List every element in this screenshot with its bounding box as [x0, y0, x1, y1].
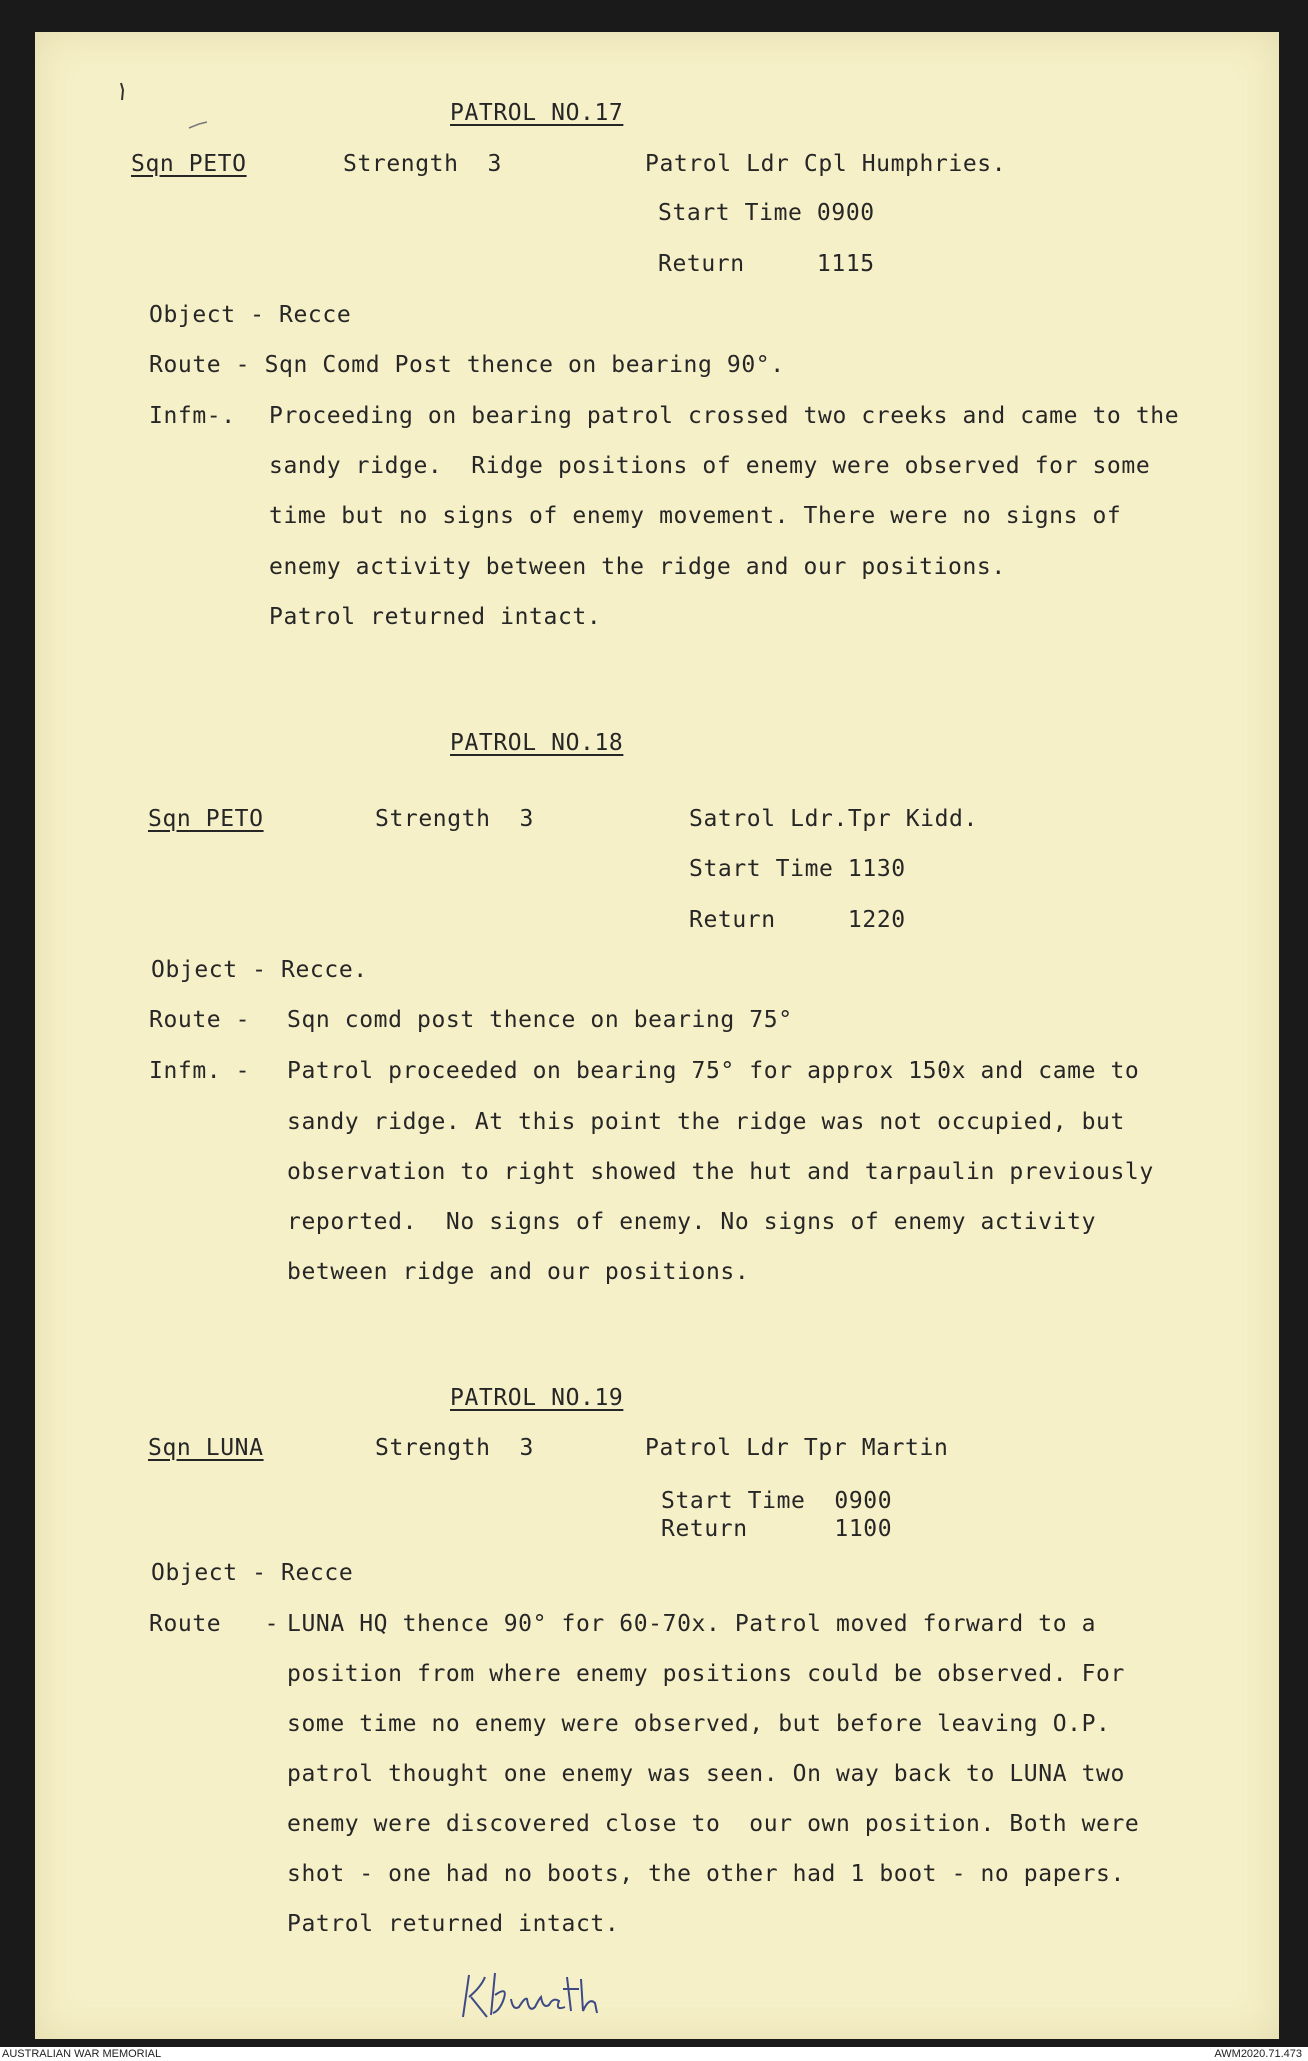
patrol-19-strength: Strength 3 — [375, 1435, 534, 1461]
patrol-19-return-time: Return 1100 — [661, 1516, 893, 1542]
patrol-17-infm-line: Proceeding on bearing patrol crossed two creeks and came to the — [269, 403, 1180, 429]
patrol-18-return-time: Return 1220 — [689, 907, 906, 933]
patrol-17-return-time: Return 1115 — [658, 251, 875, 277]
patrol-19-route-line: some time no enemy were observed, but before leaving O.P. — [287, 1711, 1111, 1737]
patrol-18-infm-line: observation to right showed the hut and tarpaulin previously — [287, 1159, 1154, 1185]
footer-accession-number: AWM2020.71.473 — [1214, 2048, 1302, 2060]
patrol-19-leader: Patrol Ldr Tpr Martin — [645, 1435, 949, 1461]
patrol-17-route: Route - Sqn Comd Post thence on bearing 90°. — [149, 352, 785, 378]
patrol-19-route-line: Patrol returned intact. — [287, 1911, 620, 1937]
patrol-18-infm-line: Patrol proceeded on bearing 75° for approx 150x and came to — [287, 1058, 1140, 1084]
patrol-17-title: PATROL NO.17 — [450, 100, 624, 126]
patrol-18-infm-line: reported. No signs of enemy. No signs of enemy activity — [287, 1209, 1097, 1235]
patrol-19-route-label: Route - — [149, 1611, 280, 1637]
patrol-19-route-line: LUNA HQ thence 90° for 60-70x. Patrol moved forward to a — [287, 1611, 1097, 1637]
patrol-17-infm-label: Infm-. — [149, 403, 236, 429]
patrol-19-squadron: Sqn LUNA — [148, 1435, 264, 1461]
patrol-18-title: PATROL NO.18 — [450, 730, 624, 756]
patrol-17-infm-line: enemy activity between the ridge and our positions. — [269, 554, 1006, 580]
patrol-17-infm-line: Patrol returned intact. — [269, 604, 602, 630]
patrol-17-infm-line: sandy ridge. Ridge positions of enemy were observed for some — [269, 453, 1151, 479]
patrol-18-infm-line: sandy ridge. At this point the ridge was not occupied, but — [287, 1109, 1125, 1135]
patrol-19-title: PATROL NO.19 — [450, 1385, 624, 1411]
patrol-18-route: Sqn comd post thence on bearing 75° — [287, 1007, 793, 1033]
patrol-19-object: Object - Recce — [151, 1560, 354, 1586]
patrol-17-leader: Patrol Ldr Cpl Humphries. — [645, 151, 1007, 177]
patrol-19-route-line: position from where enemy positions could be observed. For — [287, 1661, 1125, 1687]
patrol-18-squadron: Sqn PETO — [148, 806, 264, 832]
patrol-18-leader: Satrol Ldr.Tpr Kidd. — [689, 806, 978, 832]
patrol-18-start-time: Start Time 1130 — [689, 856, 906, 882]
patrol-18-route-label: Route - — [149, 1007, 251, 1033]
patrol-18-infm-line: between ridge and our positions. — [287, 1259, 750, 1285]
pen-mark — [187, 118, 211, 134]
patrol-17-infm-line: time but no signs of enemy movement. There were no signs of — [269, 503, 1122, 529]
footer-source: AUSTRALIAN WAR MEMORIAL — [2, 2048, 162, 2060]
patrol-19-route-line: patrol thought one enemy was seen. On way back to LUNA two — [287, 1761, 1125, 1787]
patrol-17-object: Object - Recce — [149, 302, 352, 328]
patrol-18-object: Object - Recce. — [151, 957, 368, 983]
patrol-17-start-time: Start Time 0900 — [658, 200, 875, 226]
pen-mark — [113, 80, 133, 104]
document-page — [35, 32, 1279, 2039]
patrol-19-start-time: Start Time 0900 — [661, 1488, 893, 1514]
patrol-19-route-line: enemy were discovered close to our own position. Both were — [287, 1811, 1140, 1837]
patrol-17-strength: Strength 3 — [343, 151, 502, 177]
patrol-19-route-line: shot - one had no boots, the other had 1 boot - no papers. — [287, 1861, 1125, 1887]
patrol-17-squadron: Sqn PETO — [131, 151, 247, 177]
handwritten-signature — [455, 1967, 605, 2027]
patrol-18-infm-label: Infm. - — [149, 1058, 251, 1084]
patrol-18-strength: Strength 3 — [375, 806, 534, 832]
